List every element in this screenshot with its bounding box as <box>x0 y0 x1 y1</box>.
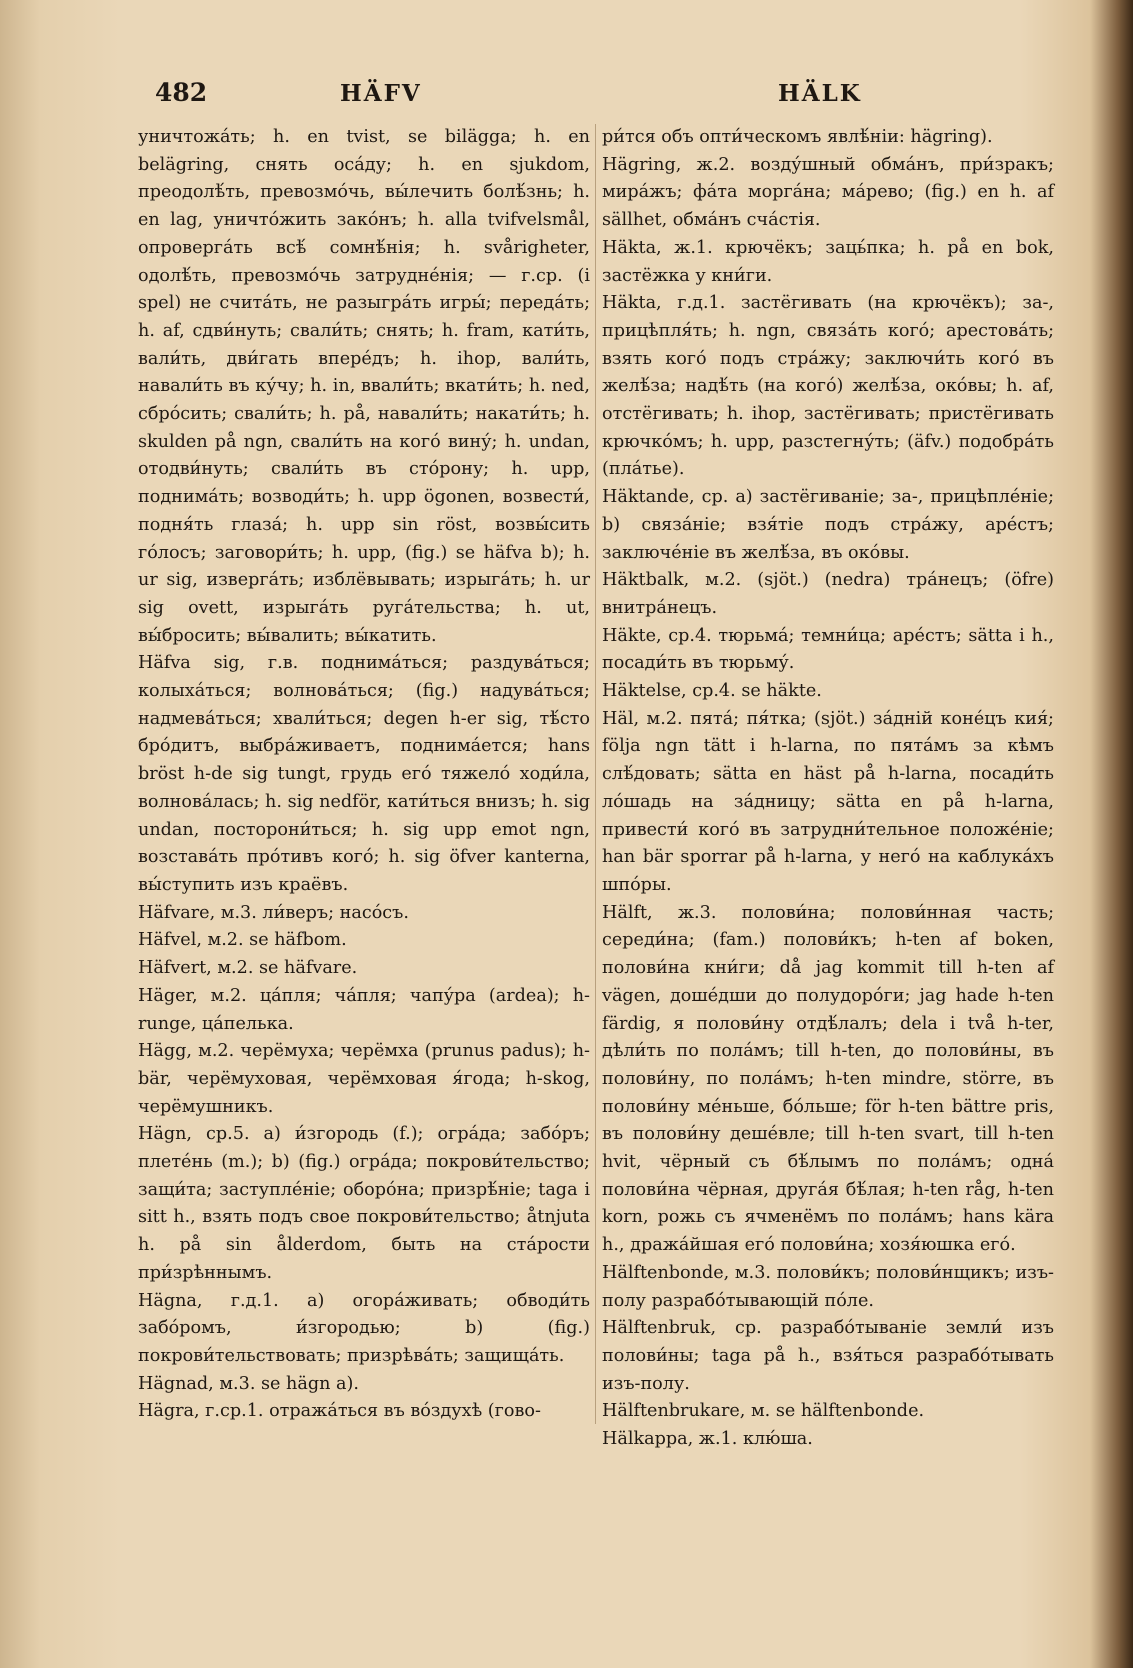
entry-hal: Häl, м.2. пята́; пя́тка; (sjöt.) за́дній коне́цъ кия́; följa ngn tätt i h-larna, по пята́мъ за кѣмъ слѣ́довать; sätta en häst på h-larna, посади́ть ло́шадь на за́дницу; sätta en på h-larna, привести́ кого́ въ затрудни́тельное положе́ніе; han bär sporrar på h-larna, у него́ на каблука́хъ шпо́ры. <box>602 708 1054 895</box>
entry-hagra: Hägra, г.ср.1. отража́ться въ во́здухѣ (гово- <box>138 1401 541 1422</box>
entry-halftenbrukare: Hälftenbrukare, м. se hälftenbonde. <box>602 1401 925 1422</box>
entry-hafva-sig: Häfva sig, г.в. поднима́ться; раздува́ться; колыха́ться; волнова́ться; (fig.) надува́ться; надмева́ться; хвали́ться; degen h-er sig, тѣ́сто бро́дитъ, выбра́живаетъ, поднима́ется; hans bröst h-de sig tungt, грудь его́ тяжело́ ходи́ла, волнова́лась; h. sig nedför, кати́ться внизъ; h. sig undan, посторони́ться; h. sig upp emot ngn, возстава́ть про́тивъ кого́; h. sig öfver kanterna, вы́ступить изъ краёвъ. <box>138 653 590 895</box>
left-running-head: HÄFV <box>340 80 422 107</box>
entry-hagg: Hägg, м.2. черёмуха; черёмха (prunus padus); h-bär, черёмуховая, черёмховая я́года; h-skog, черёмушникъ. <box>138 1041 590 1117</box>
page-number: 482 <box>155 78 208 107</box>
entry-haktelse: Häktelse, ср.4. se häkte. <box>602 681 822 702</box>
entry-continuation: ри́тся объ опти́ческомъ явлѣ́ніи: hägring). <box>602 127 993 147</box>
left-column <box>138 124 590 1426</box>
entry-hafvel: Häfvel, м.2. se häfbom. <box>138 930 347 951</box>
entry-hagnad: Hägnad, м.3. se hägn а). <box>138 1373 360 1394</box>
entry-hafvare: Häfvare, м.3. ли́веръ; насо́съ. <box>138 902 409 923</box>
right-column <box>602 124 1054 1454</box>
entry-hakta-noun: Häkta, ж.1. крючёкъ; заць́пка; h. på en bok, застёжка у кни́ги. <box>602 237 1054 286</box>
entry-hagring: Hägring, ж.2. возду́шный обма́нъ, при́зракъ; мира́жъ; фа́та морга́на; ма́рево; (fig.) en h. af sällhet, обма́нъ сча́стія. <box>602 154 1054 231</box>
right-running-head: HÄLK <box>778 80 862 107</box>
entry-halft: Hälft, ж.3. полови́на; полови́нная часть; середи́на; (fam.) полови́къ; h-ten af boken, полови́на кни́ги; då jag kommit till h-ten af vägen, доше́дши до полудоро́ги; jag hade h-ten färdig, я полови́ну отдѣ́лалъ; dela i två h-ter, дѣли́ть по пола́мъ; till h-ten, до полови́ны, въ полови́ну, по пола́мъ; h-ten mindre, större, въ полови́ну ме́ньше, бо́льше; för h-ten bättre pris, въ полови́ну деше́вле; till h-ten svart, till h-ten hvit, чёрный съ бѣ́лымъ по пола́мъ; одна́ полови́на чёрная, друга́я бѣ́лая; h-ten råg, h-ten korn, рожь съ ячменёмъ по пола́мъ; hans kära h., дража́йшая его́ полови́на; хозя́юшка его́. <box>602 902 1054 1256</box>
entry-halkappa: Hälkappa, ж.1. клю́ша. <box>602 1429 813 1450</box>
entry-continuation: уничтожа́ть; h. en tvist, se biläggа; h. en belägring, снять оса́ду; h. en sjukdom, преодолѣ́ть, превозмо́чь, вы́лечить болѣ́знь; h. en lag, уничто́жить зако́нъ; h. alla tvifvelsmål, опроверга́ть всѣ́ сомнѣ́нія; h. svårigheter, одолѣ́ть, превозмо́чь затрудне́нія; — г.ср. (i spel) не счита́ть, не разыгра́ть игры́; переда́ть; h. af, сдви́нуть; свали́ть; снять; h. fram, кати́ть, вали́ть, дви́гать впере́дъ; h. ihop, вали́ть, навали́ть въ ку́чу; h. in, ввали́ть; вкати́ть; h. ned, сбро́сить; свали́ть; h. på, навали́ть; накати́ть; h. skulden på ngn, свали́ть на кого́ вину́; h. undan, отодви́нуть; свали́ть въ сто́рону; h. upp, поднима́ть; возводи́ть; h. upp ögonen, возвести́, подня́ть глаза́; h. upp sin röst, возвы́сить го́лосъ; заговори́ть; h. upp, (fig.) se häfva b); h. ur sig, изверга́ть; изблёвывать; изрыга́ть; h. ur sig ovett, изрыга́ть руга́тельства; h. ut, вы́бросить; вы́валить; вы́катить. <box>138 127 590 646</box>
entry-halftenbonde: Hälftenbonde, м.3. полови́къ; полови́нщикъ; изъ-полу разрабо́тывающій по́ле. <box>602 1262 1054 1311</box>
entry-hagna: Hägna, г.д.1. а) огора́живать; обводи́ть забо́ромъ, и́згородью; b) (fig.) покрови́тельствовать; призрѣва́ть; защища́ть. <box>138 1290 590 1366</box>
entry-hafvert: Häfvert, м.2. se häfvare. <box>138 958 358 979</box>
entry-haktande: Häktande, ср. а) застёгиваніе; за-, прицѣпле́ніе; b) связа́ніе; взя́тіе подъ стра́жу, аре́стъ; заключе́ніе въ желѣ́за, въ око́вы. <box>602 487 1054 563</box>
entry-halftenbruk: Hälftenbruk, ср. разрабо́тываніе земли́ изъ полови́ны; taga på h., взя́ться разрабо́тывать изъ-полу. <box>602 1318 1054 1394</box>
column-divider <box>595 124 596 1424</box>
entry-hager: Häger, м.2. ца́пля; ча́пля; чапу́ра (ardea); h-runge, ца́пелька. <box>138 985 590 1034</box>
entry-hakte: Häkte, ср.4. тюрьма́; темни́ца; аре́стъ; sätta i h., посади́ть въ тюрьму́. <box>602 625 1054 674</box>
entry-hakta-verb: Häkta, г.д.1. застёгивать (на крючёкъ); за-, прицѣпля́ть; h. ngn, связа́ть кого́; арестова́ть; взять кого́ подъ стра́жу; заключи́ть кого́ въ желѣ́за; надѣ́ть (на кого́) желѣ́за, око́вы; h. af, отстёгивать; h. ihop, застёгивать; пристёгивать крючко́мъ; h. upp, разстегну́ть; (äfv.) подобра́ть (пла́тье). <box>602 293 1054 480</box>
entry-haktbalk: Häktbalk, м.2. (sjöt.) (nedra) тра́нецъ; (öfre) внитра́нецъ. <box>602 570 1054 618</box>
entry-hagn: Hägn, ср.5. а) и́згородь (f.); огра́да; забо́ръ; плете́нь (m.); b) (fig.) огра́да; покрови́тельство; защи́та; заступле́ніе; оборо́на; призрѣ́ніе; taga i sitt h., взять подъ свое покрови́тельство; åtnjuta h. på sin ålderdom, быть на ста́рости при́зрѣннымъ. <box>138 1124 590 1283</box>
